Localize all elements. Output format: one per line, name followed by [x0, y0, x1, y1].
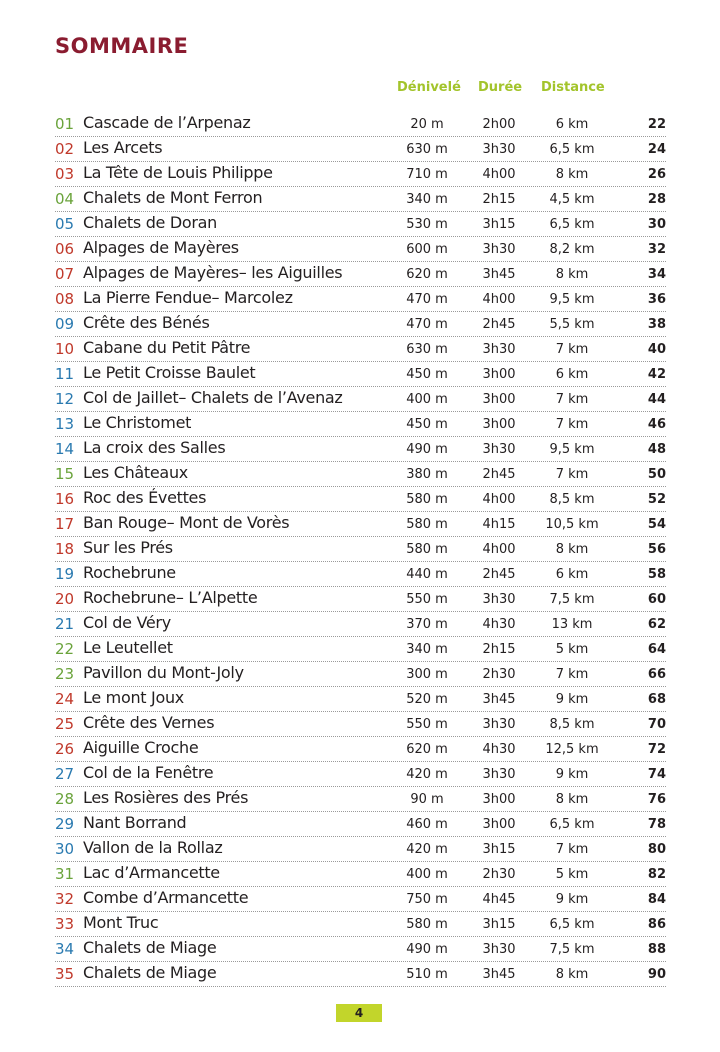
route-duration: 3h15 — [482, 842, 516, 857]
route-distance: 6,5 km — [549, 217, 595, 232]
route-number: 25 — [55, 715, 75, 733]
route-distance: 9,5 km — [549, 442, 595, 457]
toc-row[interactable] — [55, 162, 666, 187]
route-elevation: 490 m — [406, 442, 448, 457]
toc-row[interactable] — [55, 512, 666, 537]
route-duration: 3h45 — [482, 267, 516, 282]
route-page: 38 — [647, 317, 666, 332]
toc-row[interactable] — [55, 587, 666, 612]
column-header-denivele: Dénivelé — [397, 80, 461, 95]
route-elevation: 630 m — [406, 142, 448, 157]
route-distance: 7 km — [555, 842, 589, 857]
route-duration: 2h30 — [482, 667, 516, 682]
route-page: 58 — [647, 567, 666, 582]
route-number: 16 — [55, 490, 75, 508]
route-elevation: 600 m — [406, 242, 448, 257]
route-duration: 3h30 — [482, 717, 516, 732]
route-name: Alpages de Mayères– les Aiguilles — [83, 263, 343, 282]
route-page: 68 — [647, 692, 666, 707]
route-elevation: 620 m — [406, 742, 448, 757]
route-name: Sur les Prés — [83, 538, 173, 557]
route-elevation: 400 m — [406, 867, 448, 882]
route-number: 03 — [55, 165, 75, 183]
route-duration: 3h00 — [482, 392, 516, 407]
route-page: 22 — [647, 117, 666, 132]
route-elevation: 380 m — [406, 467, 448, 482]
route-number: 35 — [55, 965, 75, 983]
toc-row[interactable] — [55, 662, 666, 687]
route-distance: 5 km — [555, 642, 589, 657]
route-number: 09 — [55, 315, 75, 333]
route-name: Chalets de Miage — [83, 938, 217, 957]
route-number: 12 — [55, 390, 75, 408]
route-name: Pavillon du Mont-Joly — [83, 663, 244, 682]
route-name: Mont Truc — [83, 913, 159, 932]
route-duration: 3h00 — [482, 817, 516, 832]
route-duration: 3h30 — [482, 242, 516, 257]
toc-row[interactable] — [55, 737, 666, 762]
route-number: 28 — [55, 790, 75, 808]
route-duration: 3h30 — [482, 942, 516, 957]
route-name: Cabane du Petit Pâtre — [83, 338, 251, 357]
route-duration: 4h45 — [482, 892, 516, 907]
toc-row[interactable] — [55, 337, 666, 362]
route-name: Col de la Fenêtre — [83, 763, 214, 782]
route-number: 34 — [55, 940, 75, 958]
route-duration: 3h00 — [482, 417, 516, 432]
route-elevation: 520 m — [406, 692, 448, 707]
toc-row[interactable] — [55, 787, 666, 812]
route-name: Les Rosières des Prés — [83, 788, 249, 807]
route-elevation: 550 m — [406, 717, 448, 732]
column-header-distance: Distance — [541, 80, 605, 95]
route-name: Alpages de Mayères — [83, 238, 239, 257]
route-name: Roc des Évettes — [83, 488, 207, 507]
toc-row[interactable] — [55, 187, 666, 212]
route-duration: 2h45 — [482, 467, 516, 482]
route-page: 52 — [647, 492, 666, 507]
route-number: 02 — [55, 140, 75, 158]
toc-row[interactable] — [55, 287, 666, 312]
toc-row[interactable] — [55, 812, 666, 837]
route-number: 17 — [55, 515, 75, 533]
route-number: 11 — [55, 365, 75, 383]
route-elevation: 370 m — [406, 617, 448, 632]
route-page: 82 — [647, 867, 666, 882]
route-page: 42 — [647, 367, 666, 382]
route-page: 32 — [647, 242, 666, 257]
route-elevation: 510 m — [406, 967, 448, 982]
route-elevation: 530 m — [406, 217, 448, 232]
route-number: 19 — [55, 565, 75, 583]
route-number: 14 — [55, 440, 75, 458]
route-number: 30 — [55, 840, 75, 858]
route-page: 40 — [647, 342, 666, 357]
route-distance: 6,5 km — [549, 917, 595, 932]
toc-row[interactable] — [55, 387, 666, 412]
column-header-duree: Durée — [478, 80, 523, 95]
route-duration: 3h30 — [482, 592, 516, 607]
route-name: Rochebrune — [83, 563, 176, 582]
route-duration: 2h15 — [482, 192, 516, 207]
route-number: 31 — [55, 865, 75, 883]
route-distance: 7 km — [555, 342, 589, 357]
route-number: 21 — [55, 615, 75, 633]
route-duration: 3h45 — [482, 967, 516, 982]
route-duration: 4h00 — [482, 292, 516, 307]
toc-row[interactable] — [55, 687, 666, 712]
route-duration: 2h00 — [482, 117, 516, 132]
route-number: 33 — [55, 915, 75, 933]
route-page: 74 — [647, 767, 666, 782]
route-duration: 3h30 — [482, 767, 516, 782]
route-page: 88 — [647, 942, 666, 957]
route-distance: 8 km — [555, 542, 589, 557]
route-name: Crête des Vernes — [83, 713, 215, 732]
route-page: 48 — [647, 442, 666, 457]
route-duration: 4h00 — [482, 542, 516, 557]
toc-row[interactable] — [55, 312, 666, 337]
toc-row[interactable] — [55, 237, 666, 262]
route-duration: 3h30 — [482, 342, 516, 357]
route-page: 78 — [647, 817, 666, 832]
route-distance: 12,5 km — [545, 742, 599, 757]
route-number: 08 — [55, 290, 75, 308]
route-distance: 9 km — [555, 767, 589, 782]
route-distance: 6,5 km — [549, 142, 595, 157]
route-distance: 8 km — [555, 967, 589, 982]
route-name: La Tête de Louis Philippe — [83, 163, 273, 182]
route-name: Les Châteaux — [83, 463, 188, 482]
route-elevation: 440 m — [406, 567, 448, 582]
route-page: 24 — [647, 142, 666, 157]
route-number: 10 — [55, 340, 75, 358]
route-name: Lac d’Armancette — [83, 863, 220, 882]
route-name: Le Petit Croisse Baulet — [83, 363, 256, 382]
route-distance: 13 km — [551, 617, 593, 632]
route-duration: 3h15 — [482, 917, 516, 932]
route-elevation: 550 m — [406, 592, 448, 607]
route-name: Cascade de l’Arpenaz — [83, 113, 251, 132]
route-page: 28 — [647, 192, 666, 207]
route-page: 84 — [647, 892, 666, 907]
route-page: 60 — [647, 592, 666, 607]
route-page: 62 — [647, 617, 666, 632]
route-number: 29 — [55, 815, 75, 833]
toc-row[interactable] — [55, 912, 666, 937]
route-name: Col de Véry — [83, 613, 171, 632]
route-distance: 5 km — [555, 867, 589, 882]
route-duration: 2h15 — [482, 642, 516, 657]
route-name: Le Christomet — [83, 413, 192, 432]
toc-row[interactable] — [55, 537, 666, 562]
route-duration: 3h00 — [482, 792, 516, 807]
route-elevation: 460 m — [406, 817, 448, 832]
toc-row[interactable] — [55, 862, 666, 887]
route-duration: 4h00 — [482, 492, 516, 507]
page-number-badge: 4 — [336, 1004, 382, 1022]
route-name: La croix des Salles — [83, 438, 226, 457]
toc-row[interactable] — [55, 637, 666, 662]
route-name: Crête des Bénés — [83, 313, 210, 332]
toc-row[interactable] — [55, 412, 666, 437]
route-distance: 7 km — [555, 417, 589, 432]
route-name: Nant Borrand — [83, 813, 187, 832]
route-page: 50 — [647, 467, 666, 482]
route-distance: 6 km — [555, 117, 589, 132]
route-distance: 9,5 km — [549, 292, 595, 307]
route-number: 04 — [55, 190, 75, 208]
route-name: La Pierre Fendue– Marcolez — [83, 288, 293, 307]
route-elevation: 630 m — [406, 342, 448, 357]
route-duration: 4h15 — [482, 517, 516, 532]
route-duration: 2h45 — [482, 317, 516, 332]
route-page: 44 — [647, 392, 666, 407]
toc-row[interactable] — [55, 762, 666, 787]
route-elevation: 20 m — [410, 117, 444, 132]
route-elevation: 710 m — [406, 167, 448, 182]
route-page: 76 — [647, 792, 666, 807]
route-distance: 8,2 km — [549, 242, 595, 257]
route-distance: 8,5 km — [549, 717, 595, 732]
route-elevation: 580 m — [406, 492, 448, 507]
route-number: 22 — [55, 640, 75, 658]
route-page: 80 — [647, 842, 666, 857]
route-name: Ban Rouge– Mont de Vorès — [83, 513, 290, 532]
toc-row[interactable] — [55, 137, 666, 162]
route-elevation: 450 m — [406, 417, 448, 432]
route-duration: 3h15 — [482, 217, 516, 232]
route-elevation: 490 m — [406, 942, 448, 957]
route-elevation: 620 m — [406, 267, 448, 282]
toc-row[interactable] — [55, 837, 666, 862]
route-distance: 7 km — [555, 467, 589, 482]
route-duration: 3h00 — [482, 367, 516, 382]
route-duration: 4h30 — [482, 742, 516, 757]
route-distance: 10,5 km — [545, 517, 599, 532]
toc-row[interactable] — [55, 362, 666, 387]
route-elevation: 340 m — [406, 642, 448, 657]
toc-row[interactable] — [55, 437, 666, 462]
route-distance: 5,5 km — [549, 317, 595, 332]
route-number: 01 — [55, 115, 75, 133]
route-distance: 8,5 km — [549, 492, 595, 507]
toc-row[interactable] — [55, 462, 666, 487]
route-name: Le mont Joux — [83, 688, 184, 707]
toc-row[interactable] — [55, 962, 666, 987]
route-page: 30 — [647, 217, 666, 232]
route-duration: 2h30 — [482, 867, 516, 882]
route-page: 64 — [647, 642, 666, 657]
route-elevation: 580 m — [406, 542, 448, 557]
route-duration: 4h00 — [482, 167, 516, 182]
route-page: 26 — [647, 167, 666, 182]
route-number: 05 — [55, 215, 75, 233]
route-page: 90 — [647, 967, 666, 982]
route-page: 36 — [647, 292, 666, 307]
route-name: Les Arcets — [83, 138, 163, 157]
route-name: Combe d’Armancette — [83, 888, 249, 907]
toc-row[interactable] — [55, 112, 666, 137]
route-page: 54 — [647, 517, 666, 532]
table-of-contents — [55, 112, 666, 987]
route-elevation: 450 m — [406, 367, 448, 382]
route-number: 07 — [55, 265, 75, 283]
route-name: Rochebrune– L’Alpette — [83, 588, 258, 607]
route-elevation: 400 m — [406, 392, 448, 407]
toc-row[interactable] — [55, 712, 666, 737]
route-number: 24 — [55, 690, 75, 708]
route-page: 66 — [647, 667, 666, 682]
route-duration: 3h45 — [482, 692, 516, 707]
route-distance: 6 km — [555, 367, 589, 382]
route-distance: 6 km — [555, 567, 589, 582]
route-page: 56 — [647, 542, 666, 557]
route-elevation: 420 m — [406, 842, 448, 857]
route-elevation: 300 m — [406, 667, 448, 682]
route-elevation: 470 m — [406, 317, 448, 332]
route-duration: 2h45 — [482, 567, 516, 582]
route-page: 70 — [647, 717, 666, 732]
route-distance: 7 km — [555, 667, 589, 682]
route-number: 26 — [55, 740, 75, 758]
route-page: 72 — [647, 742, 666, 757]
route-name: Aiguille Croche — [83, 738, 199, 757]
route-number: 32 — [55, 890, 75, 908]
route-name: Vallon de la Rollaz — [83, 838, 223, 857]
route-name: Chalets de Miage — [83, 963, 217, 982]
toc-row[interactable] — [55, 937, 666, 962]
route-elevation: 90 m — [410, 792, 444, 807]
route-page: 34 — [647, 267, 666, 282]
route-number: 06 — [55, 240, 75, 258]
route-elevation: 420 m — [406, 767, 448, 782]
route-duration: 3h30 — [482, 142, 516, 157]
route-number: 18 — [55, 540, 75, 558]
route-number: 23 — [55, 665, 75, 683]
route-elevation: 580 m — [406, 917, 448, 932]
route-duration: 4h30 — [482, 617, 516, 632]
route-elevation: 580 m — [406, 517, 448, 532]
route-distance: 4,5 km — [549, 192, 595, 207]
route-distance: 8 km — [555, 167, 589, 182]
route-number: 20 — [55, 590, 75, 608]
route-name: Chalets de Mont Ferron — [83, 188, 263, 207]
route-distance: 8 km — [555, 267, 589, 282]
route-name: Chalets de Doran — [83, 213, 218, 232]
route-distance: 6,5 km — [549, 817, 595, 832]
route-distance: 9 km — [555, 892, 589, 907]
route-distance: 7 km — [555, 392, 589, 407]
route-distance: 8 km — [555, 792, 589, 807]
route-elevation: 470 m — [406, 292, 448, 307]
toc-row[interactable] — [55, 562, 666, 587]
toc-row[interactable] — [55, 887, 666, 912]
toc-row[interactable] — [55, 262, 666, 287]
route-distance: 7,5 km — [549, 592, 595, 607]
toc-row[interactable] — [55, 487, 666, 512]
route-number: 15 — [55, 465, 75, 483]
route-page: 46 — [647, 417, 666, 432]
route-page: 86 — [647, 917, 666, 932]
route-name: Col de Jaillet– Chalets de l’Avenaz — [83, 388, 343, 407]
route-duration: 3h30 — [482, 442, 516, 457]
route-distance: 7,5 km — [549, 942, 595, 957]
route-elevation: 750 m — [406, 892, 448, 907]
route-name: Le Leutellet — [83, 638, 173, 657]
route-distance: 9 km — [555, 692, 589, 707]
route-elevation: 340 m — [406, 192, 448, 207]
route-number: 13 — [55, 415, 75, 433]
route-number: 27 — [55, 765, 75, 783]
toc-row[interactable] — [55, 612, 666, 637]
page-title: SOMMAIRE — [55, 34, 189, 58]
toc-row[interactable] — [55, 212, 666, 237]
